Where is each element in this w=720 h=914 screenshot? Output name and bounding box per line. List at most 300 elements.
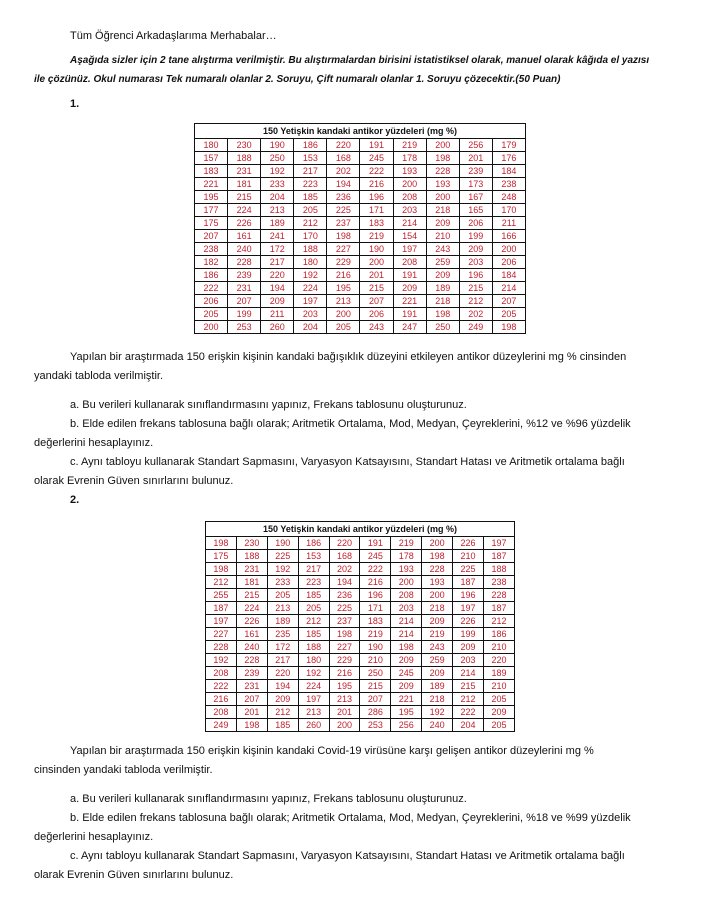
table-cell: 225 xyxy=(329,602,360,615)
table-body xyxy=(195,139,526,334)
item-c-line-2: olarak Evrenin Güven sınırlarını bulunuz. xyxy=(34,475,234,487)
table-cell: 190 xyxy=(360,641,391,654)
table-cell: 202 xyxy=(459,308,492,321)
table-cell: 215 xyxy=(360,282,393,295)
table-cell: 250 xyxy=(261,152,294,165)
table-cell: 220 xyxy=(267,667,298,680)
table-title: 150 Yetişkin kandaki antikor yüzdeleri (mg %) xyxy=(195,124,526,139)
table-cell: 259 xyxy=(426,256,459,269)
question-2-description xyxy=(34,742,694,780)
table-cell: 192 xyxy=(422,706,453,719)
table-cell: 230 xyxy=(236,537,267,550)
table-cell: 216 xyxy=(360,178,393,191)
table-cell: 222 xyxy=(360,165,393,178)
table-cell: 228 xyxy=(206,641,237,654)
table-cell: 229 xyxy=(329,654,360,667)
table-cell: 197 xyxy=(393,243,426,256)
table-row xyxy=(206,576,515,589)
table-cell: 259 xyxy=(422,654,453,667)
table-cell: 198 xyxy=(426,308,459,321)
table-cell: 212 xyxy=(267,706,298,719)
table-cell: 240 xyxy=(236,641,267,654)
table-cell: 209 xyxy=(459,243,492,256)
table-cell: 187 xyxy=(484,550,515,563)
table-cell: 216 xyxy=(206,693,237,706)
table-cell: 205 xyxy=(327,321,360,334)
table-row xyxy=(195,139,526,152)
table-cell: 224 xyxy=(236,602,267,615)
instructions-line-1: Aşağıda sizler için 2 tane alıştırma verilmiştir. Bu alıştırmalardan birisini istatistiksel olarak, manuel olarak kâğıda el yazısı xyxy=(70,55,650,66)
table-cell: 224 xyxy=(294,282,327,295)
table-cell: 196 xyxy=(453,589,484,602)
table-cell: 218 xyxy=(422,602,453,615)
table-cell: 239 xyxy=(228,269,261,282)
table-cell: 227 xyxy=(327,243,360,256)
table-cell: 157 xyxy=(195,152,228,165)
table-cell: 222 xyxy=(206,680,237,693)
table-cell: 200 xyxy=(426,191,459,204)
table-cell: 195 xyxy=(195,191,228,204)
description-line-2: cinsinden yandaki tabloda verilmiştir. xyxy=(34,764,213,776)
item-c-line-1: c. Aynı tabloyu kullanarak Standart Sapmasını, Varyasyon Katsayısını, Standart Hatası ve Aritmetik ortalama bağlı xyxy=(70,456,625,468)
table-cell: 203 xyxy=(391,602,422,615)
table-cell: 260 xyxy=(298,719,329,732)
table-cell: 178 xyxy=(391,550,422,563)
table-cell: 215 xyxy=(228,191,261,204)
table-cell: 189 xyxy=(267,615,298,628)
table-cell: 207 xyxy=(360,693,391,706)
table-cell: 171 xyxy=(360,204,393,217)
item-b-line-2: değerlerini hesaplayınız. xyxy=(34,437,154,449)
table-cell: 205 xyxy=(267,589,298,602)
table-cell: 185 xyxy=(298,628,329,641)
table-cell: 212 xyxy=(453,693,484,706)
table-cell: 184 xyxy=(492,269,525,282)
table-cell: 205 xyxy=(484,693,515,706)
table-row xyxy=(195,256,526,269)
table-cell: 212 xyxy=(206,576,237,589)
table-cell: 211 xyxy=(492,217,525,230)
table-cell: 222 xyxy=(195,282,228,295)
table-cell: 194 xyxy=(327,178,360,191)
table-cell: 182 xyxy=(195,256,228,269)
table-cell: 197 xyxy=(298,693,329,706)
table-cell: 260 xyxy=(261,321,294,334)
table-cell: 209 xyxy=(426,217,459,230)
table-row xyxy=(195,152,526,165)
table-cell: 212 xyxy=(484,615,515,628)
table-row xyxy=(195,217,526,230)
table-cell: 222 xyxy=(453,706,484,719)
table-cell: 205 xyxy=(298,602,329,615)
table-cell: 153 xyxy=(298,550,329,563)
table-cell: 238 xyxy=(492,178,525,191)
table-cell: 243 xyxy=(426,243,459,256)
table-cell: 226 xyxy=(453,537,484,550)
table-cell: 210 xyxy=(360,654,391,667)
table-cell: 190 xyxy=(360,243,393,256)
table-cell: 198 xyxy=(329,628,360,641)
table-cell: 207 xyxy=(228,295,261,308)
table-cell: 209 xyxy=(453,641,484,654)
table-cell: 228 xyxy=(484,589,515,602)
table-cell: 192 xyxy=(261,165,294,178)
table-cell: 212 xyxy=(298,615,329,628)
table-cell: 214 xyxy=(391,615,422,628)
table-row xyxy=(195,308,526,321)
table-cell: 209 xyxy=(484,706,515,719)
table-cell: 248 xyxy=(492,191,525,204)
table-cell: 226 xyxy=(236,615,267,628)
table-cell: 250 xyxy=(426,321,459,334)
table-cell: 219 xyxy=(360,628,391,641)
table-cell: 199 xyxy=(228,308,261,321)
table-cell: 206 xyxy=(195,295,228,308)
table-cell: 200 xyxy=(422,537,453,550)
table-cell: 241 xyxy=(261,230,294,243)
table-cell: 200 xyxy=(393,178,426,191)
table-cell: 188 xyxy=(228,152,261,165)
table-cell: 219 xyxy=(422,628,453,641)
table-cell: 198 xyxy=(206,563,237,576)
table-cell: 209 xyxy=(391,680,422,693)
table-cell: 209 xyxy=(422,615,453,628)
table-cell: 210 xyxy=(484,680,515,693)
table-cell: 198 xyxy=(327,230,360,243)
description-line-1: Yapılan bir araştırmada 150 erişkin kişinin kandaki Covid-19 virüsüne karşı gelişen antikor düzeylerini mg % xyxy=(70,745,594,757)
table-cell: 208 xyxy=(206,706,237,719)
table-row xyxy=(206,628,515,641)
table-cell: 210 xyxy=(426,230,459,243)
table-cell: 222 xyxy=(360,563,391,576)
table-cell: 237 xyxy=(329,615,360,628)
table-cell: 183 xyxy=(360,615,391,628)
table-cell: 199 xyxy=(459,230,492,243)
table-cell: 224 xyxy=(298,680,329,693)
table-row xyxy=(206,550,515,563)
table-cell: 238 xyxy=(195,243,228,256)
table-cell: 207 xyxy=(492,295,525,308)
table-cell: 249 xyxy=(206,719,237,732)
table-cell: 237 xyxy=(327,217,360,230)
table-cell: 286 xyxy=(360,706,391,719)
table-cell: 209 xyxy=(393,282,426,295)
table-cell: 214 xyxy=(453,667,484,680)
table-cell: 193 xyxy=(393,165,426,178)
table-cell: 233 xyxy=(261,178,294,191)
table-row xyxy=(206,693,515,706)
table-cell: 172 xyxy=(261,243,294,256)
table-cell: 168 xyxy=(329,550,360,563)
table-row xyxy=(206,680,515,693)
table-cell: 197 xyxy=(294,295,327,308)
table-cell: 200 xyxy=(195,321,228,334)
table-cell: 168 xyxy=(327,152,360,165)
table-cell: 172 xyxy=(267,641,298,654)
question-1-description xyxy=(34,348,694,386)
table-row xyxy=(195,165,526,178)
table-cell: 243 xyxy=(360,321,393,334)
table-cell: 231 xyxy=(236,563,267,576)
table-cell: 167 xyxy=(459,191,492,204)
item-c-line-2: olarak Evrenin Güven sınırlarını bulunuz. xyxy=(34,869,234,881)
table-cell: 196 xyxy=(459,269,492,282)
table-cell: 245 xyxy=(360,152,393,165)
table-cell: 221 xyxy=(391,693,422,706)
table-cell: 214 xyxy=(391,628,422,641)
item-a: a. Bu verileri kullanarak sınıflandırmasını yapınız, Frekans tablosunu oluşturunuz. xyxy=(70,399,467,411)
table-cell: 235 xyxy=(267,628,298,641)
antibody-table-q2 xyxy=(205,521,515,732)
question-2-number: 2. xyxy=(70,494,80,506)
table-cell: 189 xyxy=(422,680,453,693)
table-cell: 227 xyxy=(329,641,360,654)
table-cell: 185 xyxy=(298,589,329,602)
table-cell: 238 xyxy=(484,576,515,589)
table-cell: 217 xyxy=(261,256,294,269)
table-cell: 195 xyxy=(391,706,422,719)
table-cell: 200 xyxy=(329,719,360,732)
item-b-line-2: değerlerini hesaplayınız. xyxy=(34,831,154,843)
table-cell: 207 xyxy=(195,230,228,243)
table-cell: 216 xyxy=(360,576,391,589)
table-cell: 195 xyxy=(327,282,360,295)
table-row xyxy=(206,615,515,628)
table-row xyxy=(195,204,526,217)
table-cell: 206 xyxy=(459,217,492,230)
table-cell: 198 xyxy=(492,321,525,334)
table-cell: 214 xyxy=(492,282,525,295)
question-1-number: 1. xyxy=(70,98,80,110)
table-cell: 175 xyxy=(195,217,228,230)
table-cell: 233 xyxy=(267,576,298,589)
table-cell: 202 xyxy=(327,165,360,178)
table-cell: 247 xyxy=(393,321,426,334)
table-cell: 170 xyxy=(492,204,525,217)
table-cell: 187 xyxy=(484,602,515,615)
table-cell: 218 xyxy=(426,204,459,217)
table-cell: 213 xyxy=(329,693,360,706)
table-cell: 253 xyxy=(228,321,261,334)
description-line-1: Yapılan bir araştırmada 150 erişkin kişinin kandaki bağışıklık düzeyini etkileyen antikor düzeylerini mg % cinsinden xyxy=(70,351,627,363)
item-b-line-1: b. Elde edilen frekans tablosuna bağlı olarak; Aritmetik Ortalama, Mod, Medyan, Çeyreklerini, %18 ve %99 yüzdelik xyxy=(70,812,631,824)
table-cell: 198 xyxy=(422,550,453,563)
table-cell: 228 xyxy=(228,256,261,269)
table-cell: 219 xyxy=(393,139,426,152)
table-cell: 201 xyxy=(236,706,267,719)
table-cell: 245 xyxy=(391,667,422,680)
table-cell: 240 xyxy=(228,243,261,256)
table-cell: 175 xyxy=(206,550,237,563)
table-cell: 249 xyxy=(459,321,492,334)
table-row xyxy=(206,719,515,732)
table-cell: 236 xyxy=(327,191,360,204)
table-cell: 221 xyxy=(393,295,426,308)
table-cell: 228 xyxy=(422,563,453,576)
table-cell: 189 xyxy=(426,282,459,295)
table-cell: 192 xyxy=(267,563,298,576)
table-cell: 198 xyxy=(426,152,459,165)
instructions-line-2: ile çözünüz. Okul numarası Tek numaralı olanlar 2. Soruyu, Çift numaralı olanlar 1. Soruyu çözecektir.(50 Puan) xyxy=(34,74,561,85)
table-cell: 256 xyxy=(391,719,422,732)
table-cell: 200 xyxy=(327,308,360,321)
table-cell: 207 xyxy=(236,693,267,706)
table-row xyxy=(206,589,515,602)
table-row xyxy=(195,178,526,191)
table-cell: 229 xyxy=(327,256,360,269)
table-cell: 213 xyxy=(298,706,329,719)
item-c-line-1: c. Aynı tabloyu kullanarak Standart Sapmasını, Varyasyon Katsayısını, Standart Hatası ve Aritmetik ortalama bağlı xyxy=(70,850,625,862)
table-cell: 209 xyxy=(426,269,459,282)
table-cell: 225 xyxy=(327,204,360,217)
table-cell: 180 xyxy=(294,256,327,269)
table-cell: 209 xyxy=(422,667,453,680)
table-cell: 194 xyxy=(261,282,294,295)
table-cell: 230 xyxy=(228,139,261,152)
question-1-items xyxy=(34,396,694,491)
table-cell: 226 xyxy=(453,615,484,628)
table-row xyxy=(195,243,526,256)
table-cell: 161 xyxy=(228,230,261,243)
table-row xyxy=(206,602,515,615)
table-cell: 200 xyxy=(422,589,453,602)
table-cell: 217 xyxy=(267,654,298,667)
table-cell: 208 xyxy=(391,589,422,602)
description-line-2: yandaki tabloda verilmiştir. xyxy=(34,370,164,382)
table-cell: 161 xyxy=(236,628,267,641)
table-cell: 177 xyxy=(195,204,228,217)
table-cell: 181 xyxy=(236,576,267,589)
table-row xyxy=(195,321,526,334)
table-cell: 250 xyxy=(360,667,391,680)
table-cell: 228 xyxy=(426,165,459,178)
table-cell: 205 xyxy=(294,204,327,217)
table-cell: 153 xyxy=(294,152,327,165)
table-cell: 214 xyxy=(393,217,426,230)
table-cell: 221 xyxy=(195,178,228,191)
table-cell: 189 xyxy=(484,667,515,680)
table-cell: 186 xyxy=(294,139,327,152)
table-cell: 209 xyxy=(261,295,294,308)
table-cell: 165 xyxy=(459,204,492,217)
table-row xyxy=(195,269,526,282)
table-cell: 256 xyxy=(459,139,492,152)
table-cell: 211 xyxy=(261,308,294,321)
table-cell: 216 xyxy=(327,269,360,282)
table-cell: 187 xyxy=(206,602,237,615)
table-cell: 193 xyxy=(426,178,459,191)
table-cell: 204 xyxy=(453,719,484,732)
table-cell: 213 xyxy=(327,295,360,308)
table-cell: 239 xyxy=(459,165,492,178)
table-cell: 191 xyxy=(360,537,391,550)
table-cell: 209 xyxy=(267,693,298,706)
table-cell: 201 xyxy=(329,706,360,719)
table-cell: 253 xyxy=(360,719,391,732)
table-cell: 207 xyxy=(360,295,393,308)
instructions xyxy=(34,51,690,89)
table-cell: 223 xyxy=(294,178,327,191)
table-cell: 215 xyxy=(459,282,492,295)
table-cell: 178 xyxy=(393,152,426,165)
table-cell: 216 xyxy=(329,667,360,680)
table-cell: 205 xyxy=(484,719,515,732)
table-row xyxy=(195,295,526,308)
table-row xyxy=(195,230,526,243)
table-cell: 179 xyxy=(492,139,525,152)
table-cell: 255 xyxy=(206,589,237,602)
table-cell: 245 xyxy=(360,550,391,563)
table-cell: 204 xyxy=(294,321,327,334)
table-cell: 193 xyxy=(422,576,453,589)
table-cell: 192 xyxy=(206,654,237,667)
table-cell: 197 xyxy=(206,615,237,628)
table-cell: 203 xyxy=(459,256,492,269)
table-cell: 200 xyxy=(360,256,393,269)
table-cell: 206 xyxy=(360,308,393,321)
table-cell: 176 xyxy=(492,152,525,165)
table-row xyxy=(206,641,515,654)
table-cell: 226 xyxy=(228,217,261,230)
table-cell: 188 xyxy=(294,243,327,256)
table-cell: 215 xyxy=(360,680,391,693)
table-cell: 191 xyxy=(393,308,426,321)
table-cell: 210 xyxy=(484,641,515,654)
table-cell: 236 xyxy=(329,589,360,602)
table-cell: 217 xyxy=(294,165,327,178)
table-cell: 231 xyxy=(228,282,261,295)
table-cell: 215 xyxy=(236,589,267,602)
table-cell: 188 xyxy=(484,563,515,576)
table-cell: 243 xyxy=(422,641,453,654)
greeting-text: Tüm Öğrenci Arkadaşlarıma Merhabalar… xyxy=(70,30,277,42)
table-cell: 213 xyxy=(267,602,298,615)
table-cell: 228 xyxy=(236,654,267,667)
question-2-items xyxy=(34,790,694,885)
table-cell: 191 xyxy=(360,139,393,152)
table-cell: 173 xyxy=(459,178,492,191)
table-cell: 239 xyxy=(236,667,267,680)
table-cell: 188 xyxy=(298,641,329,654)
table-cell: 181 xyxy=(228,178,261,191)
table-cell: 208 xyxy=(393,256,426,269)
table-cell: 154 xyxy=(393,230,426,243)
table-cell: 220 xyxy=(327,139,360,152)
table-cell: 219 xyxy=(391,537,422,550)
table-row xyxy=(195,282,526,295)
table-cell: 186 xyxy=(484,628,515,641)
table-row xyxy=(206,667,515,680)
table-cell: 197 xyxy=(484,537,515,550)
table-cell: 197 xyxy=(453,602,484,615)
table-cell: 196 xyxy=(360,191,393,204)
antibody-table-q1 xyxy=(194,123,526,334)
table-cell: 213 xyxy=(261,204,294,217)
table-body xyxy=(206,537,515,732)
table-cell: 218 xyxy=(426,295,459,308)
table-cell: 240 xyxy=(422,719,453,732)
table-cell: 192 xyxy=(298,667,329,680)
table-cell: 203 xyxy=(393,204,426,217)
table-cell: 183 xyxy=(360,217,393,230)
table-row xyxy=(206,537,515,550)
table-cell: 220 xyxy=(484,654,515,667)
table-cell: 212 xyxy=(459,295,492,308)
table-cell: 180 xyxy=(195,139,228,152)
table-row xyxy=(206,706,515,719)
table-cell: 223 xyxy=(298,576,329,589)
table-cell: 205 xyxy=(195,308,228,321)
